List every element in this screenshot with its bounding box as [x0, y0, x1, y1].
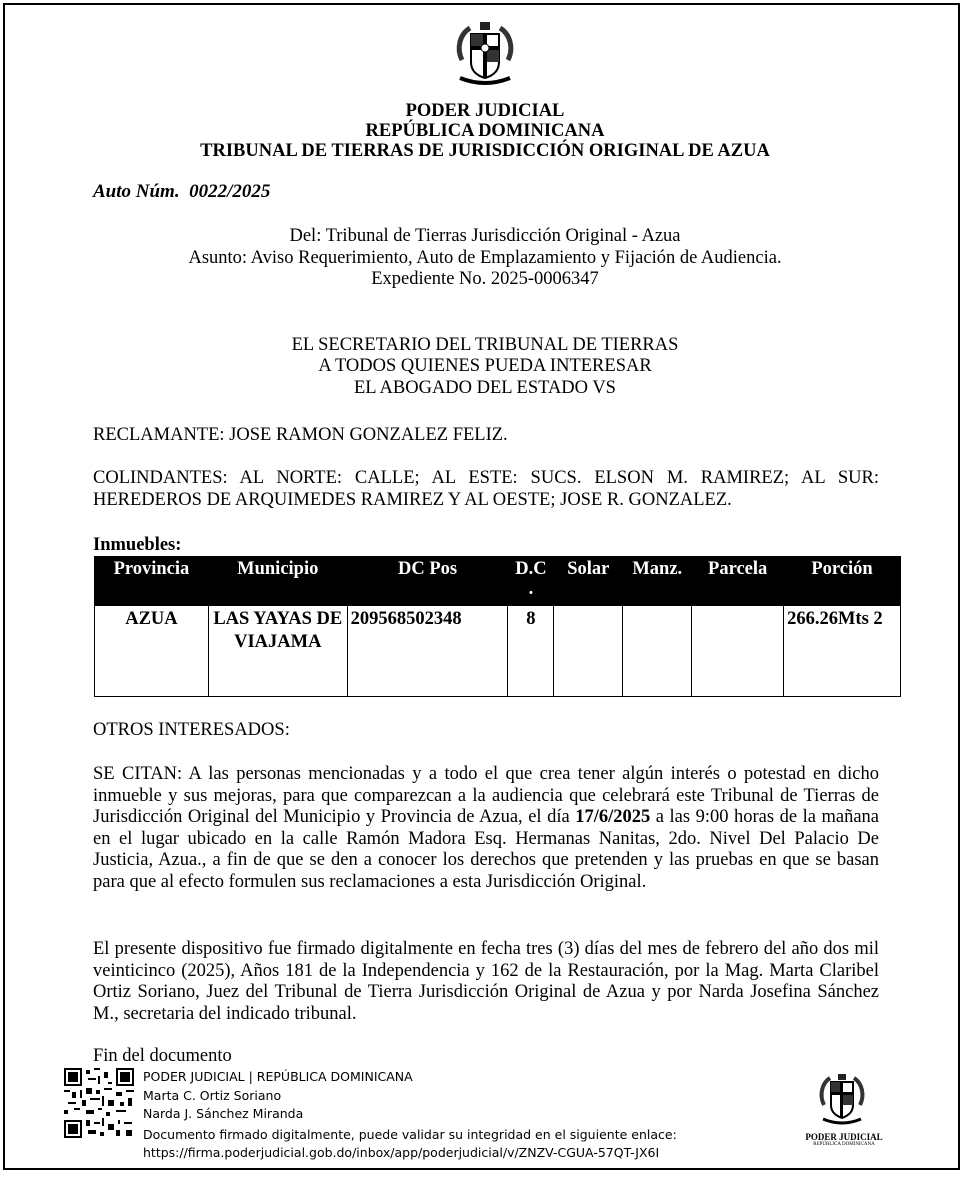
end-of-document: Fin del documento — [93, 1046, 232, 1062]
coat-of-arms-icon — [452, 20, 518, 90]
claimant: RECLAMANTE: JOSE RAMON GONZALEZ FELIZ. — [93, 425, 508, 445]
table-cell: LAS YAYAS DE VIAJAMA — [208, 606, 347, 697]
summons-text: SE CITAN: A las personas mencionadas y a todo el que crea tener algún interés o potestad en dicho inmueble y sus mejoras, para que comparezcan a la audiencia que celebrará este Tribunal de Tierras de Jurisdicción Original del Municipio y Provincia de Azua, el día — [93, 764, 879, 827]
footer-signer-1: Marta C. Ortiz Soriano — [143, 1088, 282, 1103]
column-header: Manz. — [623, 557, 692, 606]
column-header: Provincia — [95, 557, 209, 606]
other-interested: OTROS INTERESADOS: — [93, 720, 290, 740]
qr-code-icon — [64, 1068, 134, 1138]
table-cell: 266.26Mts 2 — [784, 606, 901, 697]
column-header: Porción — [784, 557, 901, 606]
subject-from: Del: Tribunal de Tierras Jurisdicción Original - Azua — [289, 226, 681, 246]
address-line-3: EL ABOGADO DEL ESTADO VS — [354, 378, 616, 398]
address-line-1: EL SECRETARIO DEL TRIBUNAL DE TIERRAS — [291, 335, 679, 355]
properties-table — [94, 556, 901, 697]
column-header: Municipio — [208, 557, 347, 606]
table-cell — [692, 606, 784, 697]
footer-org: PODER JUDICIAL | REPÚBLICA DOMINICANA — [143, 1069, 413, 1084]
summons-text-cont: a las 9:00 horas de la mañana en el lugar ubicado en la calle Ramón Madora Esq. Hermanas Nanitas, 2do. Nivel Del Palacio De Justicia, Azua., a fin de que se den a conocer los derechos que pretenden y las pruebas en que se basan para que al efecto formulen sus reclamaciones a esta Jurisdicción Original. — [93, 807, 880, 892]
verification-link[interactable]: https://firma.poderjudicial.gob.do/inbox/app/poderjudicial/v/ZNZV-CGUA-57QT-JX6I — [143, 1145, 660, 1160]
footer-signer-2: Narda J. Sánchez Miranda — [143, 1106, 304, 1121]
footer-note: Documento firmado digitalmente, puede validar su integridad en el siguiente enlace: — [143, 1127, 677, 1142]
table-cell: AZUA — [95, 606, 209, 697]
table-row — [95, 606, 901, 697]
table-cell: 8 — [508, 606, 554, 697]
column-header: D.C . — [508, 557, 554, 606]
auto-number: Auto Núm. 0022/2025 — [93, 181, 271, 202]
properties-label: Inmuebles: — [93, 535, 182, 555]
table-cell: 209568502348 — [347, 606, 508, 697]
address-line-2: A TODOS QUIENES PUEDA INTERESAR — [318, 356, 652, 376]
logo-caption: PODER JUDICIAL — [805, 1132, 883, 1142]
header-line-2: REPÚBLICA DOMINICANA — [365, 121, 605, 141]
header-line-3: TRIBUNAL DE TIERRAS DE JURISDICCIÓN ORIGINAL DE AZUA — [200, 141, 770, 161]
logo-subcaption: REPÚBLICA DOMINICANA — [813, 1142, 875, 1147]
hearing-date: 17/6/2025 — [575, 807, 651, 827]
summons-paragraph — [93, 764, 879, 893]
neighbors: COLINDANTES: AL NORTE: CALLE; AL ESTE: SUCS. ELSON M. RAMIREZ; AL SUR: HEREDEROS DE ARQUIMEDES RAMIREZ Y AL OESTE; JOSE R. GONZALEZ. — [93, 468, 879, 510]
column-header: Solar — [554, 557, 623, 606]
header-line-1: PODER JUDICIAL — [405, 101, 565, 121]
table-cell — [623, 606, 692, 697]
table-header-row — [95, 557, 901, 606]
signature-paragraph: El presente dispositivo fue firmado digitalmente en fecha tres (3) días del mes de febrero del año dos mil veinticinco (2025), Años 181 de la Independencia y 162 de la Restauración, por la Mag. Marta Claribel Ortiz Soriano, Juez del Tribunal de Tierra Jurisdicción Original de Azua y por Narda Josefina Sánchez M., secretaria del indicado tribunal. — [93, 939, 879, 1024]
poder-judicial-logo-icon — [818, 1073, 866, 1128]
file-number: Expediente No. 2025-0006347 — [371, 269, 599, 289]
column-header: Parcela — [692, 557, 784, 606]
table-cell — [554, 606, 623, 697]
column-header: DC Pos — [347, 557, 508, 606]
subject-matter: Asunto: Aviso Requerimiento, Auto de Emplazamiento y Fijación de Audiencia. — [188, 248, 782, 268]
